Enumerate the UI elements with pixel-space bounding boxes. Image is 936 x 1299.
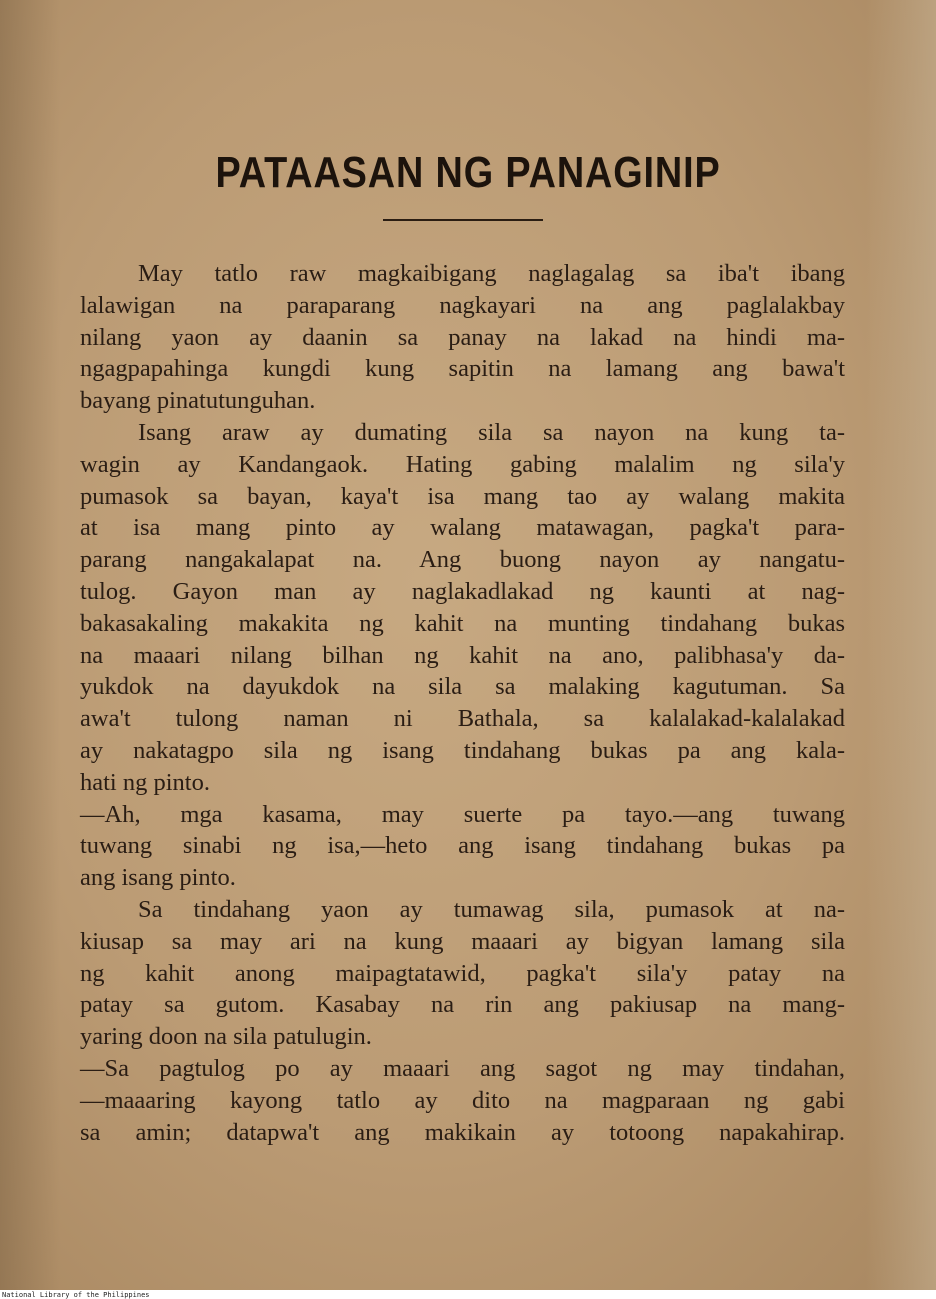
text-line: pumasok sa bayan, kaya't isa mang tao ay walang makita <box>80 482 845 510</box>
text-line: ang isang pinto. <box>80 864 236 892</box>
text-line: bakasakaling makakita ng kahit na munting tindahang bukas <box>80 609 845 637</box>
text-line: ngagpapahinga kungdi kung sapitin na lamang ang bawa't <box>80 355 845 383</box>
title-divider <box>383 219 543 221</box>
text-line: ng kahit anong maipagtatawid, pagka't sila'y patay na <box>80 959 845 987</box>
text-line: —Ah, mga kasama, may suerte pa tayo.—ang tuwang <box>80 800 845 828</box>
text-line: awa't tulong naman ni Bathala, sa kalalakad-kalalakad <box>80 705 845 733</box>
text-line: Isang araw ay dumating sila sa nayon na kung ta- <box>138 418 845 446</box>
text-line: patay sa gutom. Kasabay na rin ang pakiusap na mang- <box>80 991 845 1019</box>
text-line: nilang yaon ay daanin sa panay na lakad na hindi ma- <box>80 323 845 351</box>
text-line: yukdok na dayukdok na sila sa malaking kagutuman. Sa <box>80 673 845 701</box>
text-line: bayang pinatutunguhan. <box>80 387 316 415</box>
page-title: PATAASAN NG PANAGINIP <box>215 148 721 197</box>
text-line: at isa mang pinto ay walang matawagan, pagka't para- <box>80 514 845 542</box>
paragraph <box>80 1053 845 1148</box>
paragraph <box>80 258 845 417</box>
text-line: ay nakatagpo sila ng isang tindahang bukas pa ang kala- <box>80 736 845 764</box>
text-line: wagin ay Kandangaok. Hating gabing malalim ng sila'y <box>80 450 845 478</box>
text-line: kiusap sa may ari na kung maaari ay bigyan lamang sila <box>80 927 845 955</box>
paragraph <box>80 894 845 1053</box>
library-credit: National Library of the Philippines <box>2 1291 150 1299</box>
text-line: lalawigan na paraparang nagkayari na ang paglalakbay <box>80 291 845 319</box>
body-text <box>80 258 845 1148</box>
text-line: na maaari nilang bilhan ng kahit na ano, palibhasa'y da- <box>80 641 845 669</box>
text-line: sa amin; datapwa't ang makikain ay totoong napakahirap. <box>80 1118 845 1146</box>
text-line: —Sa pagtulog po ay maaari ang sagot ng may tindahan, <box>80 1054 845 1082</box>
text-line: —maaaring kayong tatlo ay dito na magparaan ng gabi <box>80 1086 845 1114</box>
paragraph <box>80 417 845 799</box>
text-line: yaring doon na sila patulugin. <box>80 1023 372 1051</box>
text-line: May tatlo raw magkaibigang naglagalag sa iba't ibang <box>138 260 845 287</box>
text-line: tulog. Gayon man ay naglakadlakad ng kaunti at nag- <box>80 577 845 605</box>
paragraph <box>80 799 845 894</box>
text-line: hati ng pinto. <box>80 768 210 796</box>
text-line: Sa tindahang yaon ay tumawag sila, pumasok at na- <box>138 895 845 923</box>
text-line: parang nangakalapat na. Ang buong nayon ay nangatu- <box>80 546 845 574</box>
text-line: tuwang sinabi ng isa,—heto ang isang tindahang bukas pa <box>80 832 845 860</box>
